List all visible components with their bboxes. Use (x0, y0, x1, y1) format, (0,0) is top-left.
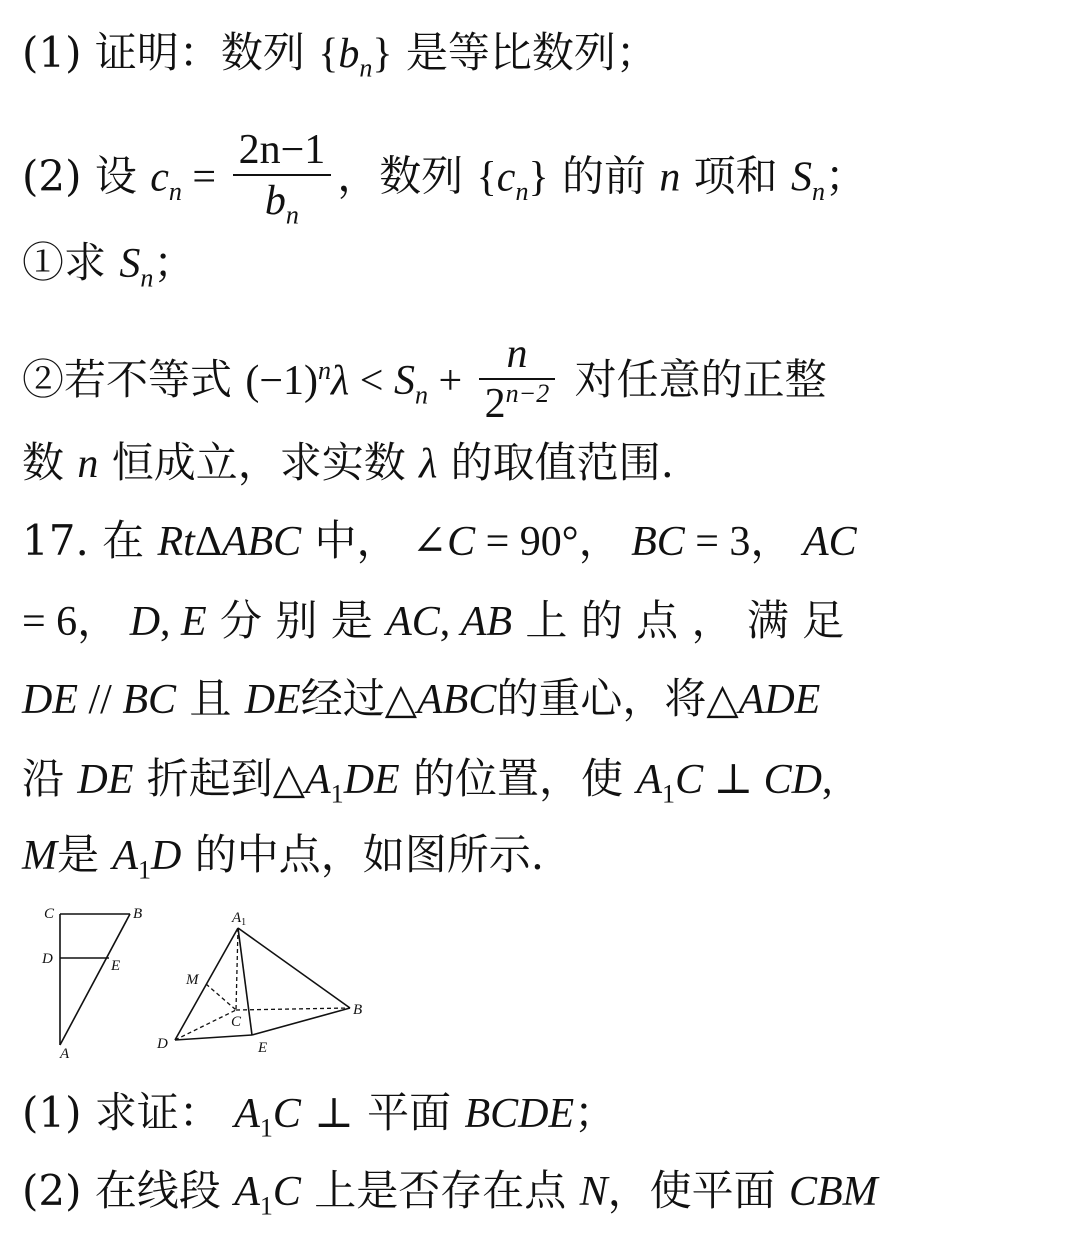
var-n: n (659, 154, 681, 201)
text: = 3， (684, 519, 803, 565)
text: 上 的 点 ， 满 足 (512, 596, 845, 645)
text: 的取值范围. (437, 438, 674, 487)
text: 中， ∠ (301, 516, 448, 565)
var-S: S (119, 241, 141, 287)
base-2: 2 (484, 381, 506, 427)
fraction-denominator (233, 176, 332, 230)
var-BC: BC (122, 677, 177, 723)
edge-A1B (238, 928, 350, 1008)
text: 是 (57, 830, 113, 879)
var-c: c (150, 154, 169, 201)
subscript-1: 1 (662, 779, 676, 809)
subscript-1: 1 (259, 1191, 273, 1221)
label-C: C (44, 906, 55, 922)
line-q17-part2 (22, 1166, 878, 1221)
text: (1) 求证： (22, 1088, 235, 1137)
text: ，数列 (337, 151, 477, 201)
var-A: A (636, 757, 663, 803)
var-S: S (791, 154, 813, 201)
var-ADE: ADE (738, 677, 821, 723)
var-C: C (447, 519, 476, 565)
exponent: n−2 (505, 379, 550, 408)
label-E: E (111, 958, 121, 974)
edge-BA (60, 914, 130, 1045)
comma: , (821, 757, 833, 803)
var-C: C (272, 1091, 301, 1137)
minus-one-paren: (−1) (245, 358, 319, 404)
line-sub1-find-Sn (22, 238, 196, 293)
var-A: A (305, 757, 331, 803)
edge-CB (236, 1008, 350, 1010)
edge-A1C (236, 928, 238, 1010)
brace-left: { (318, 31, 339, 77)
subscript-n: n (359, 53, 373, 83)
text: 折起到△ (133, 754, 306, 803)
equals-sign: = (181, 154, 227, 201)
text: ②若不等式 (22, 355, 246, 404)
text: ①求 (22, 238, 120, 287)
text: 沿 (22, 754, 78, 803)
subscript-n: n (812, 176, 826, 206)
label-A: A (60, 1046, 70, 1062)
geometry-diagram (30, 900, 390, 1065)
text: 的位置，使 (399, 754, 637, 803)
var-E: E (181, 599, 207, 645)
label-A1: $A_1$ (232, 910, 247, 928)
var-DE: DE (343, 757, 400, 803)
text: 的前 (548, 151, 660, 201)
less-than: < (349, 358, 394, 404)
comma: , (160, 599, 182, 645)
var-Rt: Rt (157, 519, 195, 565)
subscript-1: 1 (330, 779, 344, 809)
line-q17-parallel (22, 674, 820, 725)
line-part2-define-cn (22, 127, 868, 230)
text: = 90°， (475, 519, 632, 565)
subscript-1: 1 (138, 855, 152, 885)
label-D: D (42, 951, 53, 967)
triangle-symbol: Δ (194, 519, 222, 565)
brace-right: } (372, 31, 393, 77)
text: ，使平面 (607, 1166, 789, 1215)
var-C: C (272, 1169, 301, 1215)
var-ABC: ABC (417, 677, 497, 723)
edge-MC (206, 984, 236, 1010)
edge-EB (252, 1008, 350, 1035)
subscript-n: n (140, 263, 154, 293)
label-C: C (231, 1014, 242, 1030)
fraction-denominator (479, 380, 556, 428)
var-CBM: CBM (788, 1169, 878, 1215)
var-n: n (77, 441, 99, 487)
text: 对任意的正整 (561, 355, 827, 404)
var-DE: DE (22, 677, 78, 723)
var-ABC: ABC (221, 519, 302, 565)
subscript-n: n (285, 200, 299, 230)
text: = 6， (22, 599, 130, 645)
text: ； (574, 1088, 617, 1137)
brace-right: } (528, 154, 549, 201)
text: 分 别 是 (206, 596, 387, 645)
parallel-symbol: // (78, 677, 123, 723)
subscript-n: n (515, 176, 529, 206)
line-q17-points (22, 596, 844, 647)
var-DE: DE (77, 757, 134, 803)
geometry-figure (30, 900, 390, 1065)
var-c: c (496, 154, 516, 201)
var-b: b (338, 31, 360, 77)
text: (2) 设 (22, 151, 151, 201)
brace-left: { (476, 154, 497, 201)
var-C: C (675, 757, 704, 803)
text: ； (825, 151, 868, 201)
text: 17. 在 (22, 516, 158, 565)
var-A: A (234, 1091, 260, 1137)
label-M: M (186, 972, 199, 988)
label-D: D (157, 1036, 168, 1052)
var-lambda: λ (419, 441, 438, 487)
label-B: B (353, 1002, 363, 1018)
text: 数 (22, 438, 78, 487)
text: (2) 在线段 (22, 1166, 235, 1215)
line-part1-proof (22, 28, 658, 83)
text: (1) 证明：数列 (22, 28, 319, 77)
var-AC: AC (802, 519, 857, 565)
var-S: S (393, 358, 415, 404)
right-pyramid (175, 928, 350, 1040)
var-N: N (579, 1169, 608, 1215)
var-AB: AB (460, 599, 513, 645)
left-triangle (60, 914, 130, 1045)
text: 的中点，如图所示. (181, 830, 545, 879)
label-B: B (133, 906, 143, 922)
var-AC: AC (386, 599, 440, 645)
fraction (479, 330, 556, 428)
line-q17-intro (22, 516, 857, 567)
var-BC: BC (631, 519, 685, 565)
text: 且 (176, 674, 245, 723)
subscript-1: 1 (259, 1113, 273, 1143)
fraction-numerator: 2n−1 (233, 126, 332, 176)
edge-DE (175, 1035, 252, 1040)
fraction-numerator: n (479, 330, 556, 380)
var-b: b (264, 178, 286, 224)
line-q17-part1 (22, 1088, 617, 1143)
text: 经过△ (300, 674, 418, 723)
text: 上是否存在点 (300, 1166, 580, 1215)
var-lambda: λ (331, 358, 350, 404)
var-A: A (112, 833, 139, 879)
text: 是等比数列； (392, 28, 658, 77)
var-D: D (151, 833, 182, 879)
line-sub2-continued (22, 438, 674, 489)
plus-sign: + (427, 358, 473, 404)
var-BCDE: BCDE (464, 1091, 575, 1137)
text: 项和 (680, 151, 792, 201)
label-E: E (258, 1040, 268, 1056)
line-sub2-inequality (22, 331, 827, 432)
superscript-n: n (318, 356, 332, 385)
subscript-n: n (168, 176, 182, 206)
var-DE: DE (244, 677, 301, 723)
subscript-n: n (414, 380, 428, 410)
comma: , (439, 599, 461, 645)
text: ； (153, 238, 196, 287)
perpendicular-symbol: ⊥ (703, 757, 764, 803)
var-M: M (22, 833, 57, 879)
text: 的重心，将△ (496, 674, 739, 723)
line-q17-fold (22, 754, 833, 809)
text: 恒成立，求实数 (98, 438, 420, 487)
var-CD: CD (763, 757, 822, 803)
var-D: D (129, 599, 161, 645)
text: ⊥ 平面 (300, 1088, 465, 1137)
fraction (233, 126, 332, 230)
line-q17-midpoint (22, 830, 545, 885)
var-A: A (234, 1169, 260, 1215)
